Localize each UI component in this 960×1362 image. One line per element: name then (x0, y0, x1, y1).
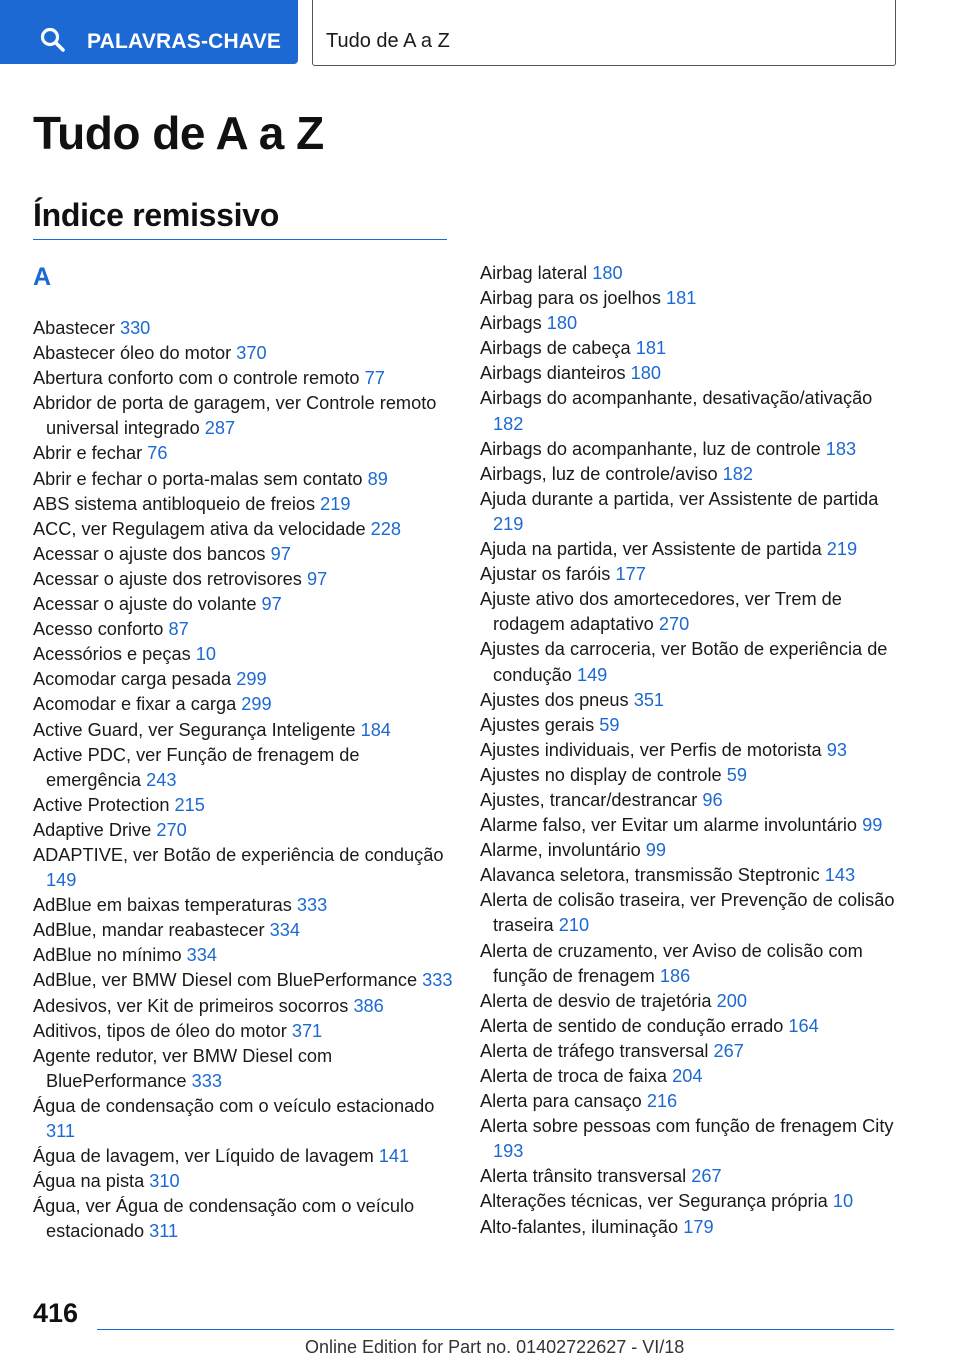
index-entry (33, 818, 453, 843)
index-entry-text: Abertura conforto com o controle remoto (33, 368, 360, 389)
index-entry-text: AdBlue em baixas temperaturas (33, 895, 292, 916)
page-reference-link[interactable]: 334 (269, 920, 300, 941)
search-icon (40, 27, 66, 53)
page-reference-link[interactable]: 181 (666, 288, 697, 309)
index-entry-text: Acessórios e peças (33, 644, 191, 665)
index-entry-text: Airbags de cabeça (480, 338, 631, 359)
index-entry (33, 467, 453, 492)
page-reference-link[interactable]: 181 (635, 338, 667, 359)
index-entry (33, 441, 453, 466)
index-entry-text: Agente redutor, ver BMW Diesel com BluePerformance (33, 1045, 333, 1091)
index-entry (33, 492, 453, 517)
index-entry-text: Adesivos, ver Kit de primeiros socorros (33, 995, 349, 1016)
page-reference-link[interactable]: 180 (630, 363, 662, 384)
index-entry-text: Abrir e fechar (33, 443, 143, 464)
page-reference-link[interactable]: 99 (645, 840, 667, 861)
index-entry-text: Adaptive Drive (33, 819, 152, 840)
page-reference-link[interactable]: 333 (296, 895, 328, 916)
index-entry-text: Alerta para cansaço (480, 1091, 642, 1112)
page-reference-link[interactable]: 310 (149, 1171, 180, 1192)
index-entry-text: Aditivos, tipos de óleo do motor (33, 1020, 287, 1041)
index-entry-text: Alarme, involuntário (480, 840, 641, 861)
index-entry (33, 391, 453, 441)
index-entry (480, 1039, 900, 1064)
index-entry (480, 788, 900, 813)
index-entry (33, 366, 453, 391)
index-entry-text: Acessar o ajuste dos bancos (33, 543, 266, 564)
page-reference-link[interactable]: 10 (195, 644, 216, 665)
index-entry (33, 1044, 453, 1094)
index-entry (33, 1169, 453, 1194)
index-entry (33, 316, 453, 341)
index-entry (480, 487, 900, 537)
index-entry (33, 542, 453, 567)
page-reference-link[interactable]: 149 (46, 870, 77, 891)
page-reference-link[interactable]: 267 (691, 1166, 722, 1187)
page-reference-link[interactable]: 77 (364, 368, 385, 389)
index-entry (33, 1019, 453, 1044)
index-column-left (33, 316, 453, 1244)
top-bar (0, 0, 960, 68)
index-entry (33, 994, 453, 1019)
index-entry (33, 692, 453, 717)
index-entry (33, 592, 453, 617)
page-reference-link[interactable]: 219 (826, 539, 858, 560)
index-entry-text: Alterações técnicas, ver Segurança própria (480, 1191, 828, 1212)
page-reference-link[interactable]: 299 (241, 694, 272, 715)
index-letter: A (33, 263, 52, 291)
page-reference-link[interactable]: 89 (367, 468, 388, 489)
breadcrumb-label: Tudo de A a Z (326, 30, 450, 52)
page-reference-link[interactable]: 76 (147, 443, 168, 464)
index-entry-text: Abridor de porta de garagem, ver Controle remoto universal integrado (33, 393, 437, 439)
page-reference-link[interactable]: 216 (646, 1091, 678, 1112)
index-entry-text: AdBlue, ver BMW Diesel com BluePerformance (33, 970, 418, 991)
index-entry (480, 587, 900, 637)
index-entry (33, 893, 453, 918)
page-reference-link[interactable]: 330 (119, 318, 151, 338)
index-entry-text: Alto-falantes, iluminação (480, 1216, 679, 1237)
page-reference-link[interactable]: 210 (558, 915, 590, 936)
index-entry (480, 1089, 900, 1114)
page-reference-link[interactable]: 193 (493, 1141, 524, 1162)
page-reference-link[interactable]: 93 (826, 739, 847, 760)
page-reference-link[interactable]: 333 (422, 970, 453, 991)
page-reference-link[interactable]: 287 (204, 418, 236, 439)
index-entry-text: Ajustes no display de controle (480, 764, 722, 785)
index-entry-text: Alerta de troca de faixa (480, 1066, 668, 1086)
index-entry-text: Alerta trânsito transversal (480, 1166, 687, 1187)
index-entry (480, 1114, 900, 1164)
page-reference-link[interactable]: 180 (592, 263, 623, 283)
page-reference-link[interactable]: 270 (658, 614, 690, 635)
page-title: Tudo de A a Z (33, 107, 324, 159)
index-entry-text: Acesso conforto (33, 619, 164, 640)
index-entry-text: Água, ver Água de condensação com o veículo estacionado (33, 1196, 415, 1242)
index-entry (480, 336, 900, 361)
index-column-right (480, 261, 900, 1240)
index-entry (480, 738, 900, 763)
index-entry-text: Ajustes dos pneus (480, 689, 629, 710)
page-reference-link[interactable]: 97 (270, 543, 291, 564)
index-entry (480, 1164, 900, 1189)
page-reference-link[interactable]: 334 (186, 945, 218, 966)
page-reference-link[interactable]: 59 (726, 764, 747, 785)
index-entry-text: Água na pista (33, 1171, 145, 1192)
index-entry (33, 642, 453, 667)
page-reference-link[interactable]: 10 (832, 1191, 854, 1212)
index-entry (480, 939, 900, 989)
section-divider (33, 239, 447, 240)
index-entry-text: Alerta de sentido de condução errado (480, 1015, 784, 1036)
page-reference-link[interactable]: 99 (862, 815, 883, 836)
index-entry (480, 437, 900, 462)
index-entry (33, 793, 453, 818)
index-entry-text: ABS sistema antibloqueio de freios (33, 493, 316, 514)
page-reference-link[interactable]: 228 (370, 518, 402, 539)
page-reference-link[interactable]: 97 (261, 594, 282, 615)
page-reference-link[interactable]: 177 (615, 564, 646, 585)
index-entry-text: Ajustes individuais, ver Perfis de motorista (480, 739, 822, 760)
index-entry-text: Alavanca seletora, transmissão Steptronic (480, 865, 820, 886)
index-entry (480, 713, 900, 738)
index-entry (480, 888, 900, 938)
index-entry (480, 1014, 900, 1039)
index-entry (480, 361, 900, 386)
index-entry-text: ADAPTIVE, ver Botão de experiência de condução (33, 844, 444, 865)
index-entry-text: Alerta sobre pessoas com função de frenagem City (480, 1116, 894, 1137)
index-entry-text: Active PDC, ver Função de frenagem de emergência (33, 744, 360, 790)
index-entry-text: Ajuste ativo dos amortecedores, ver Trem de rodagem adaptativo (480, 589, 842, 635)
index-entry-text: Abastecer (33, 318, 115, 338)
index-entry (480, 562, 900, 587)
index-entry (480, 286, 900, 311)
index-entry (33, 918, 453, 943)
index-entry (480, 386, 900, 436)
footer-divider (97, 1329, 894, 1330)
page-reference-link[interactable]: 180 (546, 313, 578, 334)
page-reference-link[interactable]: 164 (788, 1015, 819, 1036)
index-entry (480, 813, 900, 838)
keywords-button-label: PALAVRAS-CHAVE (87, 30, 282, 53)
index-entry (480, 989, 900, 1014)
page-reference-link[interactable]: 311 (46, 1121, 75, 1141)
index-entry (33, 667, 453, 692)
index-entry-text: Acomodar carga pesada (33, 669, 232, 690)
page-reference-link[interactable]: 243 (146, 769, 177, 790)
index-entry-text: Abrir e fechar o porta-malas sem contato (33, 468, 363, 489)
index-entry (33, 843, 453, 893)
page-reference-link[interactable]: 97 (306, 568, 328, 589)
index-entry (33, 341, 453, 366)
page-reference-link[interactable]: 219 (493, 513, 524, 534)
index-entry (480, 863, 900, 888)
edition-note: Online Edition for Part no. 01402722627 - VI/18 (305, 1337, 685, 1357)
index-entry (33, 567, 453, 592)
page-reference-link[interactable]: 371 (291, 1020, 323, 1041)
index-entry (480, 311, 900, 336)
page-reference-link[interactable]: 215 (174, 794, 205, 815)
index-entry (33, 943, 453, 968)
index-entry-text: Alerta de desvio de trajetória (480, 990, 712, 1011)
index-entry-text: Airbags, luz de controle/aviso (480, 463, 718, 484)
page-reference-link[interactable]: 270 (156, 819, 187, 840)
index-entry-text: Airbags do acompanhante, desativação/ativação (480, 388, 873, 409)
page-reference-link[interactable]: 200 (716, 990, 747, 1011)
index-entry (480, 1189, 900, 1214)
page-reference-link[interactable]: 204 (672, 1066, 703, 1086)
index-entry (480, 1064, 900, 1089)
index-entry (33, 968, 453, 993)
index-entry-text: AdBlue no mínimo (33, 945, 182, 966)
index-entry-text: Ajustes da carroceria, ver Botão de experiência de condução (480, 639, 888, 685)
page-reference-link[interactable]: 141 (378, 1146, 410, 1167)
index-entry-text: Alerta de colisão traseira, ver Prevenção de colisão traseira (480, 890, 895, 936)
index-entry-text: Airbags (480, 313, 542, 334)
index-entry-text: Alerta de tráfego transversal (480, 1040, 709, 1061)
index-entry (33, 1194, 453, 1244)
index-entry-text: ACC, ver Regulagem ativa da velocidade (33, 518, 366, 539)
index-entry-text: Acessar o ajuste do volante (33, 594, 257, 615)
index-entry (480, 637, 900, 687)
index-entry-text: Active Protection (33, 794, 170, 815)
page-reference-link[interactable]: 370 (236, 343, 267, 364)
page-reference-link[interactable]: 87 (168, 619, 189, 640)
index-entry-text: Ajustar os faróis (480, 564, 611, 585)
page-reference-link[interactable]: 333 (191, 1070, 222, 1091)
index-entry-text: Alarme falso, ver Evitar um alarme involuntário (480, 815, 858, 836)
index-entry (480, 261, 900, 286)
index-entry-text: Ajustes gerais (480, 714, 595, 735)
page-reference-link[interactable]: 311 (149, 1221, 179, 1242)
index-entry-text: Água de condensação com o veículo estacionado (33, 1095, 435, 1116)
index-entry-text: Active Guard, ver Segurança Inteligente (33, 719, 356, 740)
index-entry-text: Ajuda na partida, ver Assistente de partida (480, 539, 822, 560)
page-reference-link[interactable]: 386 (353, 995, 384, 1016)
index-entry (480, 1215, 900, 1240)
page-reference-link[interactable]: 184 (360, 719, 391, 740)
page-reference-link[interactable]: 183 (825, 438, 857, 459)
index-entry-text: Ajustes, trancar/destrancar (480, 789, 698, 810)
index-entry-text: Airbags do acompanhante, luz de controle (480, 438, 821, 459)
page-reference-link[interactable]: 182 (493, 413, 524, 434)
page-reference-link[interactable]: 351 (633, 689, 665, 710)
page-reference-link[interactable]: 179 (683, 1216, 714, 1237)
page-reference-link[interactable]: 96 (702, 789, 723, 810)
index-entry (33, 517, 453, 542)
page-number: 416 (33, 1298, 79, 1328)
index-entry-text: Airbag lateral (480, 263, 588, 283)
page-reference-link[interactable]: 59 (599, 714, 620, 735)
index-entry (480, 763, 900, 788)
index-entry-text: Água de lavagem, ver Líquido de lavagem (33, 1146, 374, 1167)
index-entry (480, 688, 900, 713)
page-reference-link[interactable]: 219 (320, 493, 351, 514)
index-entry (480, 838, 900, 863)
index-entry (33, 1094, 453, 1144)
index-entry (33, 1144, 453, 1169)
page-reference-link[interactable]: 182 (722, 463, 753, 484)
keywords-button[interactable] (0, 0, 298, 64)
index-entry-text: AdBlue, mandar reabastecer (33, 920, 265, 941)
page-reference-link[interactable]: 299 (236, 669, 267, 690)
index-entry-text: Airbag para os joelhos (480, 288, 661, 309)
page-reference-link[interactable]: 143 (824, 865, 856, 886)
index-entry (480, 537, 900, 562)
index-entry-text: Acomodar e fixar a carga (33, 694, 237, 715)
page-reference-link[interactable]: 267 (713, 1040, 744, 1061)
index-entry-text: Ajuda durante a partida, ver Assistente de partida (480, 488, 879, 509)
index-entry (480, 462, 900, 487)
index-entry-text: Airbags dianteiros (480, 363, 626, 384)
index-entry-text: Abastecer óleo do motor (33, 343, 232, 364)
section-title: Índice remissivo (33, 197, 279, 233)
index-entry-text: Alerta de cruzamento, ver Aviso de colisão com função de frenagem (480, 940, 863, 986)
page-reference-link[interactable]: 186 (659, 965, 691, 986)
index-entry (33, 743, 453, 793)
index-entry-text: Acessar o ajuste dos retrovisores (33, 568, 302, 589)
index-entry (33, 617, 453, 642)
page-reference-link[interactable]: 149 (576, 664, 608, 685)
index-entry (33, 718, 453, 743)
